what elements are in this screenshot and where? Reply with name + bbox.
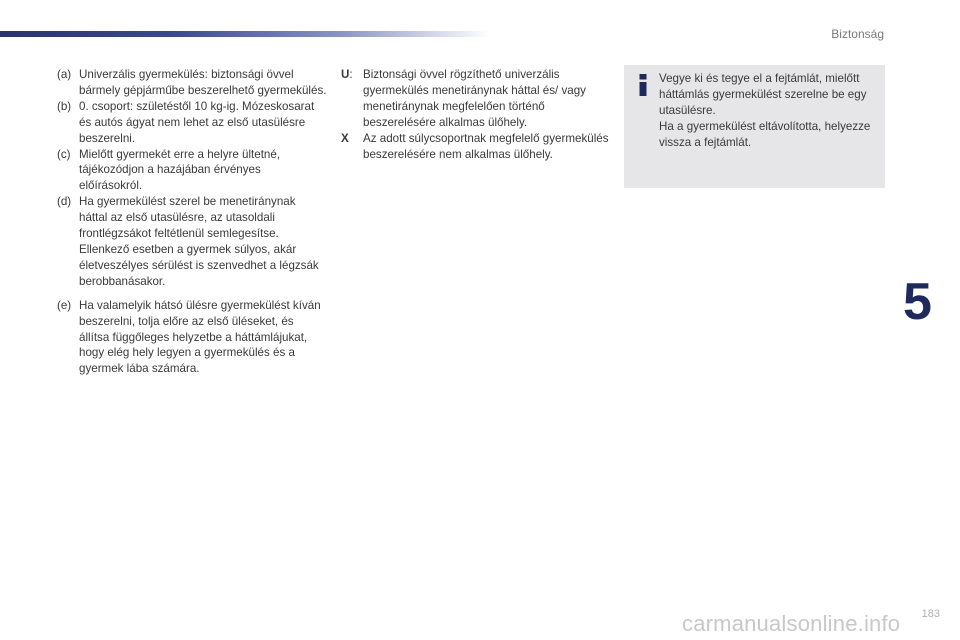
note-key: (c) bbox=[57, 147, 71, 161]
note-text: Mielőtt gyermekét erre a helyre ültetné, tájékozódjon a hazájában érvényes előírásokról. bbox=[79, 147, 281, 193]
note-key: (d) bbox=[57, 195, 72, 209]
note-text: Ha valamelyik hátsó ülésre gyermekülést kíván beszerelni, tolja előre az első üléseket, és állítsa függőleges helyzetbe a háttámlájukat, hogy elég hely legyen a gyermekülés és a gyermek lába számára. bbox=[79, 298, 321, 376]
info-box bbox=[624, 65, 885, 188]
note-e bbox=[57, 298, 327, 378]
legend-text: Biztonsági övvel rögzíthető univerzális gyermekülés menetiránynak háttal és/ vagy menetiránynak megfelelően történő beszerelésére alkalmas ülőhely. bbox=[363, 68, 586, 129]
info-text bbox=[659, 71, 874, 151]
note-c bbox=[57, 147, 327, 195]
legend-x bbox=[341, 131, 611, 163]
note-a bbox=[57, 67, 327, 99]
info-icon bbox=[636, 74, 650, 96]
info-paragraph: Ha a gyermekülést eltávolította, helyezze vissza a fejtámlát. bbox=[659, 119, 871, 149]
note-text: 0. csoport: születéstől 10 kg-ig. Mózeskosarat és autós ágyat nem lehet az első utasülésre beszerelni. bbox=[79, 99, 315, 145]
legend-column bbox=[341, 67, 611, 162]
header-accent-bar bbox=[0, 31, 490, 37]
note-key: (a) bbox=[57, 68, 72, 81]
legend-key: U bbox=[341, 68, 350, 81]
note-key: (b) bbox=[57, 99, 72, 113]
info-paragraph: Vegye ki és tegye el a fejtámlát, mielőtt háttámlás gyermekülést szerelne be egy utasülésre. bbox=[659, 72, 867, 117]
legend-text: Az adott súlycsoportnak megfelelő gyermekülés beszerelésére nem alkalmas ülőhely. bbox=[363, 131, 609, 161]
section-title: Biztonság bbox=[831, 27, 884, 41]
legend-key: X bbox=[341, 131, 349, 145]
page-number: 183 bbox=[921, 608, 940, 620]
note-text: Univerzális gyermekülés: biztonsági övvel bármely gépjárműbe beszerelhető gyermekülés. bbox=[79, 68, 327, 97]
left-notes-column bbox=[57, 67, 327, 377]
legend-separator: : bbox=[349, 68, 353, 81]
watermark: carmanualsonline.info bbox=[682, 611, 901, 636]
note-text: Ha gyermekülést szerel be menetiránynak háttal az első utasülésre, az utasoldali frontlégzsákot feltétlenül semlegesítse. Ellenkező esetben a gyermek súlyos, akár életveszélyes sérülést is szenvedhet a légzsák berobbanásakor. bbox=[79, 195, 319, 288]
legend-u bbox=[341, 67, 611, 131]
note-key: (e) bbox=[57, 298, 72, 312]
note-d bbox=[57, 194, 327, 289]
note-b bbox=[57, 99, 327, 147]
chapter-number: 5 bbox=[903, 273, 932, 331]
